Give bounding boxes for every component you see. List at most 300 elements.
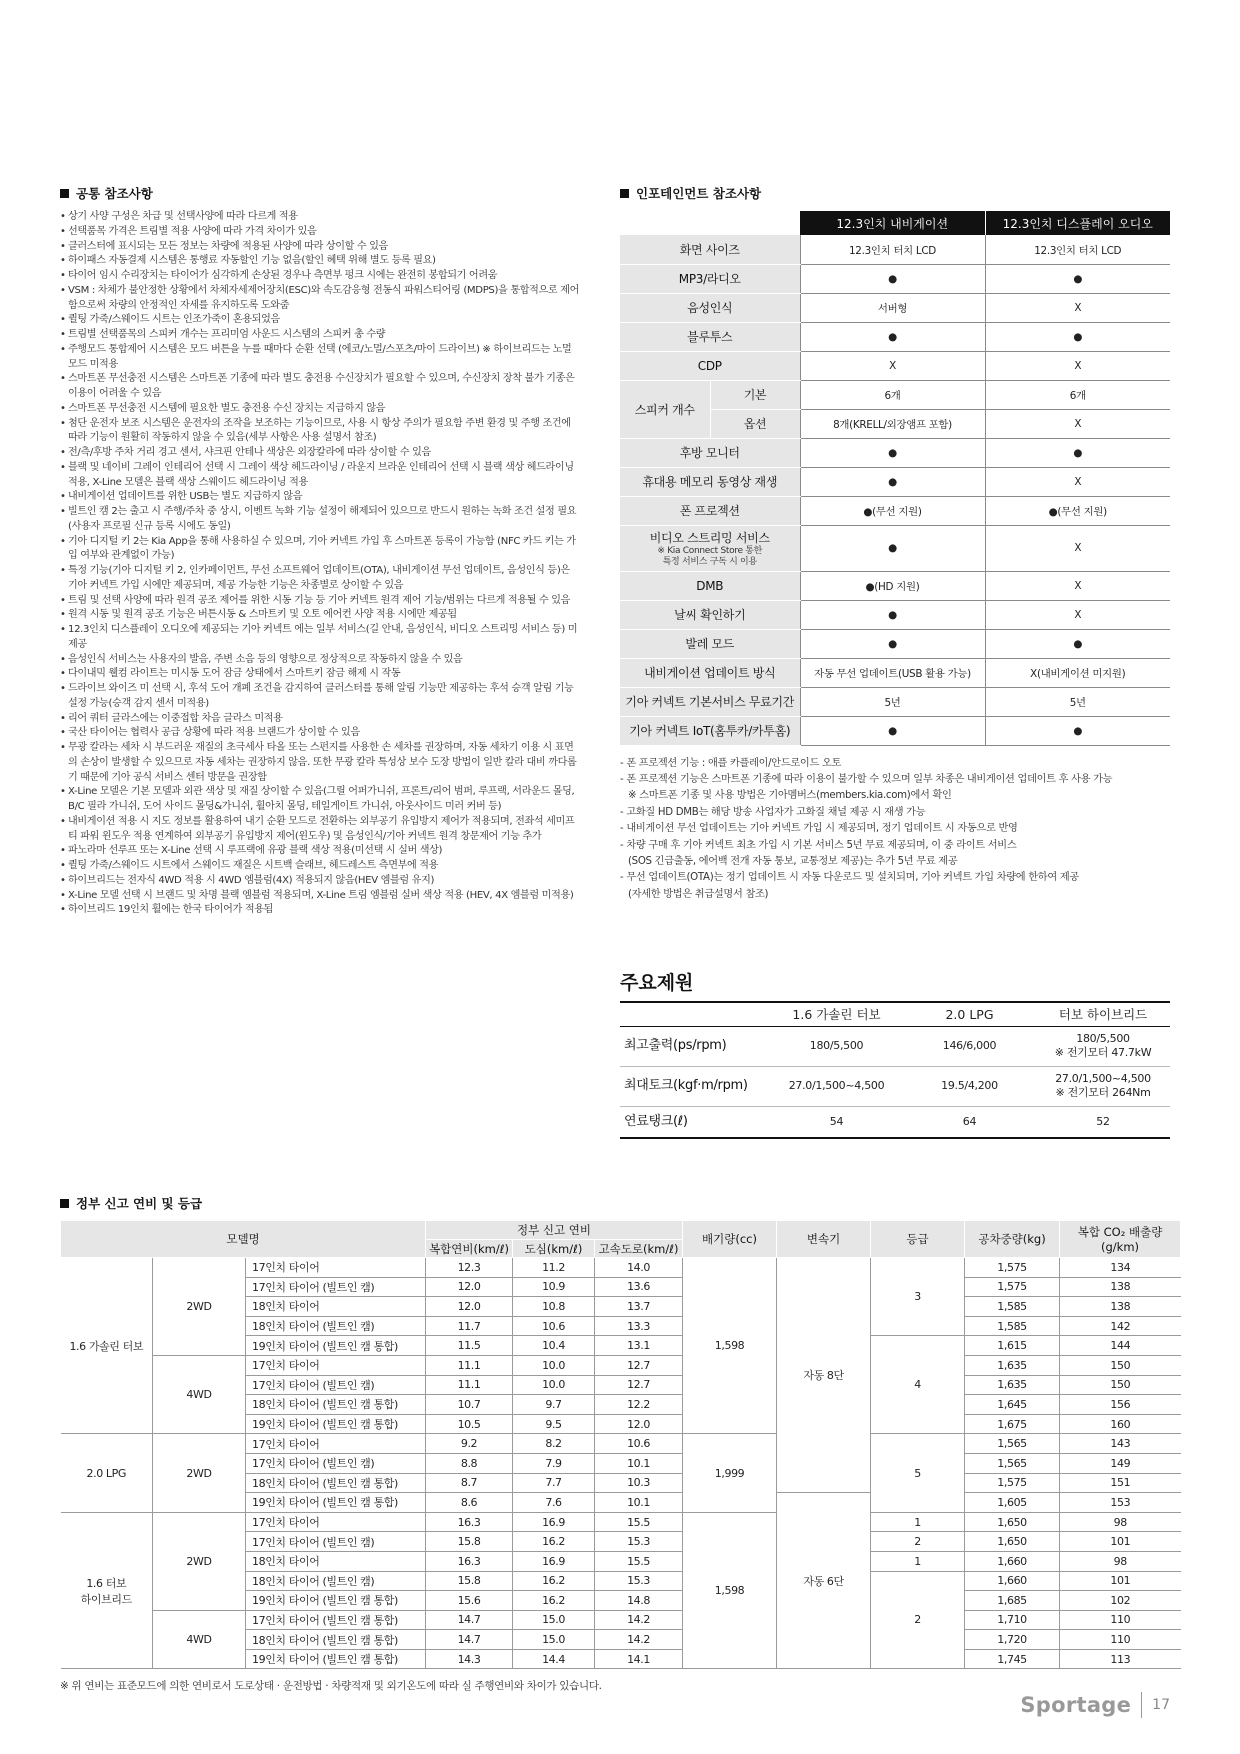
infotainment-row	[620, 716, 1170, 745]
city-cell: 16.2	[513, 1591, 595, 1611]
tire-cell: 17인치 타이어	[246, 1355, 426, 1375]
infotainment-table	[620, 211, 1170, 746]
city-cell: 7.7	[513, 1473, 595, 1493]
square-bullet-icon	[60, 189, 69, 198]
co2-cell: 113	[1060, 1649, 1181, 1669]
weight-cell: 1,685	[965, 1591, 1060, 1611]
weight-cell: 1,720	[965, 1630, 1060, 1650]
common-note-item: • X-Line 모델 선택 시 브랜드 및 차명 블랙 엠블럼 적용되며, X-Line 트림 엠블럼 실버 색상 적용 (HEV, 4X 엠블럼 미적용)	[60, 889, 580, 904]
highway-cell: 10.6	[595, 1434, 683, 1454]
common-note-item: • 특정 기능(기아 디지털 키 2, 인카페이먼트, 무선 소프트웨어 업데이트(OTA), 내비게이션 무선 업데이트, 음성인식 등)은 기아 커넥트 가입 시에만 제공되며, 제공 가능한 기능은 차종별로 상이할 수 있음	[60, 564, 580, 594]
col-grade: 등급	[871, 1221, 965, 1258]
infotainment-row	[620, 571, 1170, 600]
common-note-item: • 전/측/후방 주차 거리 경고 센서, 샤크핀 안테나 색상은 외장칼라에 따라 상이할 수 있음	[60, 446, 580, 461]
engine-cell: 1.6 터보 하이브리드	[61, 1512, 153, 1669]
navigation-value: 12.3인치 터치 LCD	[800, 235, 985, 264]
city-cell: 10.8	[513, 1297, 595, 1317]
city-cell: 16.2	[513, 1571, 595, 1591]
col-highway: 고속도로(km/ℓ)	[595, 1240, 683, 1258]
grade-cell: 3	[871, 1258, 965, 1336]
display-audio-value: ●	[985, 322, 1170, 351]
tire-cell: 18인치 타이어 (빌트인 캠)	[246, 1571, 426, 1591]
drive-cell: 2WD	[153, 1434, 246, 1512]
common-note-item: • 첨단 운전자 보조 시스템은 운전자의 조작을 보조하는 기능이므로, 사용 시 항상 주의가 필요함 주변 환경 및 주행 조건에 따라 기능이 원활히 작동하지 않을 수 있음(세부 사항은 사용 설명서 참조)	[60, 417, 580, 447]
col-model: 모델명	[61, 1221, 426, 1258]
col-combined: 복합연비(km/ℓ)	[426, 1240, 513, 1258]
co2-cell: 110	[1060, 1610, 1181, 1630]
common-note-item: • 타이어 임시 수리장치는 타이어가 심각하게 손상된 경우나 측면부 펑크 시에는 완전히 봉합되기 어려움	[60, 269, 580, 284]
weight-cell: 1,585	[965, 1316, 1060, 1336]
city-cell: 16.9	[513, 1512, 595, 1532]
spec-label: 연료탱크(ℓ)	[620, 1106, 770, 1138]
highway-cell: 10.3	[595, 1473, 683, 1493]
tire-cell: 17인치 타이어	[246, 1434, 426, 1454]
combined-cell: 11.1	[426, 1375, 513, 1395]
combined-cell: 8.8	[426, 1453, 513, 1473]
feature-label: 기아 커넥트 IoT(홈투카/카투홈)	[620, 716, 800, 745]
feature-sub-label: 기본	[710, 380, 800, 409]
fuel-economy-table	[60, 1220, 1181, 1669]
navigation-value: ●	[800, 716, 985, 745]
engine-cell: 1.6 가솔린 터보	[61, 1258, 153, 1434]
footer-divider	[1141, 1692, 1142, 1718]
infotainment-note: ※ 스마트폰 기종 및 사용 방법은 기아멤버스(members.kia.com)에서 확인	[628, 790, 952, 802]
navigation-value: ●	[800, 438, 985, 467]
drive-cell: 4WD	[153, 1610, 246, 1669]
feature-label: 날씨 확인하기	[620, 600, 800, 629]
weight-cell: 1,585	[965, 1297, 1060, 1317]
co2-cell: 142	[1060, 1316, 1181, 1336]
col-header-navigation: 12.3인치 내비게이션	[800, 211, 985, 235]
common-note-item: • 음성인식 서비스는 사용자의 발음, 주변 소음 등의 영향으로 정상적으로 작동하지 않을 수 있음	[60, 653, 580, 668]
infotainment-row	[620, 658, 1170, 687]
specs-title: 주요제원	[620, 972, 694, 994]
infotainment-notes	[620, 756, 1170, 904]
city-cell: 7.6	[513, 1493, 595, 1513]
infotainment-row	[620, 687, 1170, 716]
display-audio-value: ●	[985, 264, 1170, 293]
specs-section	[620, 968, 1170, 1139]
spec-col-header: 2.0 LPG	[903, 1002, 1036, 1026]
grade-cell: 1	[871, 1512, 965, 1532]
spec-value-lpg: 64	[903, 1106, 1036, 1138]
feature-label: 휴대용 메모리 동영상 재생	[620, 467, 800, 496]
spec-label: 최고출력(ps/rpm)	[620, 1026, 770, 1066]
display-audio-value: ●	[985, 438, 1170, 467]
spec-row	[620, 1066, 1170, 1106]
infotainment-row	[620, 293, 1170, 322]
display-audio-value: X	[985, 351, 1170, 380]
common-note-item: • 내비게이션 적용 시 지도 정보를 활용하여 내기 순환 모드로 전환하는 외부공기 유입방지 제어가 적용되며, 전좌석 세미프티 파워 윈도우 적용 연계하여 외부공기 유입방지 제어(윈도우) 및 음성인식/기아 커넥트 원격 창문제어 기능 추가	[60, 815, 580, 845]
fuel-row	[61, 1512, 1181, 1532]
co2-cell: 150	[1060, 1355, 1181, 1375]
fuel-row	[61, 1434, 1181, 1454]
feature-label: CDP	[620, 351, 800, 380]
co2-cell: 156	[1060, 1395, 1181, 1415]
co2-cell: 101	[1060, 1532, 1181, 1552]
combined-cell: 14.7	[426, 1630, 513, 1650]
tire-cell: 18인치 타이어	[246, 1551, 426, 1571]
highway-cell: 13.3	[595, 1316, 683, 1336]
spec-col-header: 터보 하이브리드	[1036, 1002, 1170, 1026]
page-footer	[1020, 1692, 1170, 1718]
display-audio-value: ●(무선 지원)	[985, 496, 1170, 525]
weight-cell: 1,615	[965, 1336, 1060, 1356]
common-notes-section	[60, 184, 580, 918]
weight-cell: 1,635	[965, 1375, 1060, 1395]
spec-value-hybrid: 52	[1036, 1106, 1170, 1138]
common-note-item: • 리어 쿼터 글라스에는 이중접합 차음 글라스 미적용	[60, 712, 580, 727]
weight-cell: 1,650	[965, 1512, 1060, 1532]
common-note-item: • 하이패스 자동결제 시스템은 통행료 자동할인 기능 없음(할인 혜택 위해 별도 등록 필요)	[60, 254, 580, 269]
col-header-display-audio: 12.3인치 디스플레이 오디오	[985, 211, 1170, 235]
common-note-item: • 원격 시동 및 원격 공조 기능은 버튼시동 & 스마트키 및 오토 에어컨 사양 적용 시에만 제공됨	[60, 608, 580, 623]
combined-cell: 15.8	[426, 1532, 513, 1552]
spec-value-lpg: 146/6,000	[903, 1026, 1036, 1066]
spec-value-lpg: 19.5/4,200	[903, 1066, 1036, 1106]
weight-cell: 1,635	[965, 1355, 1060, 1375]
weight-cell: 1,575	[965, 1258, 1060, 1278]
city-cell: 9.7	[513, 1395, 595, 1415]
navigation-value: X	[800, 351, 985, 380]
tire-cell: 17인치 타이어	[246, 1258, 426, 1278]
feature-label: 음성인식	[620, 293, 800, 322]
spec-value-gasoline: 27.0/1,500~4,500	[770, 1066, 903, 1106]
feature-label: 스피커 개수	[620, 380, 710, 438]
combined-cell: 15.6	[426, 1591, 513, 1611]
combined-cell: 14.7	[426, 1610, 513, 1630]
highway-cell: 14.2	[595, 1610, 683, 1630]
brand-name: Sportage	[1020, 1693, 1132, 1717]
fuel-economy-section	[60, 1194, 1180, 1693]
common-note-item: • 트림 및 선택 사양에 따라 원격 공조 제어를 위한 시동 기능 등 기아 커넥트 원격 제어 기능/범위는 다르게 적용될 수 있음	[60, 594, 580, 609]
tire-cell: 17인치 타이어 (빌트인 캠)	[246, 1277, 426, 1297]
infotainment-row	[620, 322, 1170, 351]
infotainment-row	[620, 467, 1170, 496]
combined-cell: 12.0	[426, 1297, 513, 1317]
combined-cell: 14.3	[426, 1649, 513, 1669]
infotainment-row	[620, 380, 1170, 409]
infotainment-row	[620, 351, 1170, 380]
city-cell: 11.2	[513, 1258, 595, 1278]
page-number: 17	[1152, 1697, 1170, 1713]
common-note-item: • 기아 디지털 키 2는 Kia App을 통해 사용하실 수 있으며, 기아 커넥트 가입 후 스마트폰 등록이 가능함 (NFC 카드 키는 가입 여부와 관계없이 가능)	[60, 535, 580, 565]
combined-cell: 10.5	[426, 1414, 513, 1434]
city-cell: 7.9	[513, 1453, 595, 1473]
city-cell: 10.0	[513, 1355, 595, 1375]
tire-cell: 18인치 타이어 (빌트인 캠)	[246, 1316, 426, 1336]
infotainment-note: - 폰 프로젝션 기능 : 애플 카플레이/안드로이드 오토	[620, 757, 842, 769]
tire-cell: 18인치 타이어	[246, 1297, 426, 1317]
spec-col-header: 1.6 가솔린 터보	[770, 1002, 903, 1026]
feature-label: 비디오 스트리밍 서비스 ※ Kia Connect Store 통한 특정 서비스 구독 시 이용	[620, 525, 800, 571]
infotainment-note: (SOS 긴급출동, 에어백 전개 자동 통보, 교통정보 제공)는 추가 5년 무료 제공	[628, 855, 958, 867]
navigation-value: 자동 무선 업데이트(USB 활용 가능)	[800, 658, 985, 687]
tire-cell: 19인치 타이어 (빌트인 캠 통합)	[246, 1649, 426, 1669]
common-note-item: • 다이내믹 웰컴 라이트는 미시동 도어 잠금 상태에서 스마트키 잠금 해제 시 작동	[60, 667, 580, 682]
tire-cell: 17인치 타이어	[246, 1512, 426, 1532]
co2-cell: 98	[1060, 1551, 1181, 1571]
square-bullet-icon	[620, 189, 629, 198]
common-note-item: • 무광 칼라는 세차 시 부드러운 재질의 초극세사 타올 또는 스펀지를 사용한 손 세차를 권장하며, 자동 세차기 이용 시 표면의 손상이 발생할 수 있으므로 자동 세차는 권장하지 않음. 또한 무광 칼라 특성상 보수 도장 방법이 일반 칼라 대비 까다롭기 때문에 기아 공식 서비스 센터 방문을 권장함	[60, 741, 580, 785]
feature-label: 폰 프로젝션	[620, 496, 800, 525]
weight-cell: 1,575	[965, 1473, 1060, 1493]
infotainment-row	[620, 629, 1170, 658]
common-notes-title: 공통 참조사항	[60, 184, 580, 202]
weight-cell: 1,565	[965, 1453, 1060, 1473]
combined-cell: 12.3	[426, 1258, 513, 1278]
common-note-item: • 스마트폰 무선충전 시스템에 필요한 별도 충전용 수신 장치는 지급하지 않음	[60, 402, 580, 417]
city-cell: 8.2	[513, 1434, 595, 1454]
infotainment-row	[620, 264, 1170, 293]
highway-cell: 13.6	[595, 1277, 683, 1297]
infotainment-row	[620, 600, 1170, 629]
col-city: 도심(km/ℓ)	[513, 1240, 595, 1258]
common-note-item: • VSM : 차체가 불안정한 상황에서 차체자세제어장치(ESC)와 속도감응형 전동식 파워스티어링 (MDPS)을 통합적으로 제어함으로써 차량의 안정적인 자세를 유지하도록 도와줌	[60, 284, 580, 314]
highway-cell: 12.2	[595, 1395, 683, 1415]
square-bullet-icon	[60, 1199, 69, 1208]
common-note-item: • 상기 사양 구성은 차급 및 선택사양에 따라 다르게 적용	[60, 210, 580, 225]
highway-cell: 10.1	[595, 1493, 683, 1513]
navigation-value: ●(무선 지원)	[800, 496, 985, 525]
highway-cell: 14.1	[595, 1649, 683, 1669]
city-cell: 15.0	[513, 1610, 595, 1630]
city-cell: 10.4	[513, 1336, 595, 1356]
co2-cell: 160	[1060, 1414, 1181, 1434]
co2-cell: 98	[1060, 1512, 1181, 1532]
infotainment-note: - 차량 구매 후 기아 커넥트 최초 가입 시 기본 서비스 5년 무료 제공되며, 이 중 라이트 서비스	[620, 839, 1017, 851]
tire-cell: 19인치 타이어 (빌트인 캠 통합)	[246, 1493, 426, 1513]
col-co2: 복합 CO₂ 배출량 (g/km)	[1060, 1221, 1181, 1258]
feature-label: 화면 사이즈	[620, 235, 800, 264]
weight-cell: 1,650	[965, 1532, 1060, 1552]
spec-value-gasoline: 54	[770, 1106, 903, 1138]
common-note-item: • 빌트인 캠 2는 출고 시 주행/주차 중 상시, 이벤트 녹화 기능 설정이 해제되어 있으므로 반드시 원하는 녹화 조건 설정 필요(사용자 프로필 신규 등록 시에도 동일)	[60, 505, 580, 535]
feature-label: MP3/라디오	[620, 264, 800, 293]
combined-cell: 16.3	[426, 1512, 513, 1532]
common-notes-list	[60, 210, 580, 918]
display-audio-value: ●	[985, 716, 1170, 745]
common-note-item: • 국산 타이어는 협력사 공급 상황에 따라 적용 브랜드가 상이할 수 있음	[60, 726, 580, 741]
display-audio-value: X(내비게이션 미지원)	[985, 658, 1170, 687]
display-audio-value: 12.3인치 터치 LCD	[985, 235, 1170, 264]
city-cell: 9.5	[513, 1414, 595, 1434]
combined-cell: 15.8	[426, 1571, 513, 1591]
tire-cell: 17인치 타이어 (빌트인 캠)	[246, 1532, 426, 1552]
weight-cell: 1,660	[965, 1551, 1060, 1571]
grade-cell: 2	[871, 1571, 965, 1669]
infotainment-note: - 무선 업데이트(OTA)는 정기 업데이트 시 자동 다운로드 및 설치되며, 기아 커넥트 가입 차량에 한하여 제공	[620, 872, 1079, 884]
infotainment-row	[620, 496, 1170, 525]
common-note-item: • 12.3인치 디스플레이 오디오에 제공되는 기아 커넥트 에는 일부 서비스(길 안내, 음성인식, 비디오 스트리밍 서비스 등) 미제공	[60, 623, 580, 653]
combined-cell: 8.7	[426, 1473, 513, 1493]
combined-cell: 11.1	[426, 1355, 513, 1375]
co2-cell: 143	[1060, 1434, 1181, 1454]
tire-cell: 18인치 타이어 (빌트인 캠 통합)	[246, 1630, 426, 1650]
infotainment-note: - 폰 프로젝션 기능은 스마트폰 기종에 따라 이용이 불가할 수 있으며 일부 차종은 내비게이션 업데이트 후 사용 가능	[620, 773, 1113, 785]
fuel-row	[61, 1355, 1181, 1375]
tire-cell: 18인치 타이어 (빌트인 캠 통합)	[246, 1395, 426, 1415]
transmission-cell: 자동 6단	[777, 1493, 871, 1669]
co2-cell: 150	[1060, 1375, 1181, 1395]
co2-cell: 110	[1060, 1630, 1181, 1650]
drive-cell: 2WD	[153, 1512, 246, 1610]
common-note-item: • 드라이브 와이즈 미 선택 시, 후석 도어 개폐 조건을 감지하여 클러스터를 통해 알림 기능만 제공하는 후석 승객 알림 기능 설정 가능(승객 감지 센서 미적용)	[60, 682, 580, 712]
weight-cell: 1,645	[965, 1395, 1060, 1415]
spec-row	[620, 1026, 1170, 1066]
common-note-item: • 퀼팅 가죽/스웨이드 시트는 인조가죽이 혼용되었음	[60, 313, 580, 328]
weight-cell: 1,575	[965, 1277, 1060, 1297]
infotainment-row	[620, 525, 1170, 571]
grade-cell: 4	[871, 1336, 965, 1434]
feature-label: 후방 모니터	[620, 438, 800, 467]
highway-cell: 10.1	[595, 1453, 683, 1473]
co2-cell: 153	[1060, 1493, 1181, 1513]
common-note-item: • 클러스터에 표시되는 모든 정보는 차량에 적용된 사양에 따라 상이할 수 있음	[60, 240, 580, 255]
common-note-item: • X-Line 모델은 기본 모델과 외관 색상 및 재질 상이할 수 있음(그릴 어퍼가니쉬, 프론트/리어 범퍼, 루프랙, 서라운드 몰딩, B/C 필라 가니쉬, 도어 사이드 몰딩&가니쉬, 휠아치 몰딩, 테일게이트 가니쉬, 아웃사이드 미러 커버 등)	[60, 785, 580, 815]
fuel-row	[61, 1258, 1181, 1278]
navigation-value: ●(HD 지원)	[800, 571, 985, 600]
displacement-cell: 1,598	[683, 1258, 777, 1434]
feature-label: 기아 커넥트 기본서비스 무료기간	[620, 687, 800, 716]
feature-label: 발레 모드	[620, 629, 800, 658]
grade-cell: 2	[871, 1532, 965, 1552]
display-audio-value: ●	[985, 629, 1170, 658]
displacement-cell: 1,598	[683, 1512, 777, 1669]
common-note-item: • 블랙 및 네이비 그레이 인테리어 선택 시 그레이 색상 헤드라이닝 / 라운지 브라운 인테리어 선택 시 블랙 색상 헤드라이닝 적용, X-Line 모델은 블랙 색상 스웨이드 헤드라이닝 적용	[60, 461, 580, 491]
co2-cell: 138	[1060, 1277, 1181, 1297]
combined-cell: 9.2	[426, 1434, 513, 1454]
co2-cell: 151	[1060, 1473, 1181, 1493]
city-cell: 10.6	[513, 1316, 595, 1336]
city-cell: 16.2	[513, 1532, 595, 1552]
display-audio-value: X	[985, 293, 1170, 322]
weight-cell: 1,605	[965, 1493, 1060, 1513]
highway-cell: 12.0	[595, 1414, 683, 1434]
spec-value-hybrid: 180/5,500 ※ 전기모터 47.7kW	[1036, 1026, 1170, 1066]
common-note-item: • 선택품목 가격은 트림별 적용 사양에 따라 가격 차이가 있음	[60, 225, 580, 240]
fuel-row	[61, 1610, 1181, 1630]
navigation-value: 8개(KRELL/외장앰프 포함)	[800, 409, 985, 438]
common-note-item: • 트림별 선택품목의 스피커 개수는 프리미엄 사운드 시스템의 스피커 총 수량	[60, 328, 580, 343]
city-cell: 16.9	[513, 1551, 595, 1571]
drive-cell: 2WD	[153, 1258, 246, 1356]
weight-cell: 1,710	[965, 1610, 1060, 1630]
highway-cell: 12.7	[595, 1375, 683, 1395]
navigation-value: ●	[800, 525, 985, 571]
co2-cell: 101	[1060, 1571, 1181, 1591]
co2-cell: 102	[1060, 1591, 1181, 1611]
display-audio-value: 6개	[985, 380, 1170, 409]
spec-value-hybrid: 27.0/1,500~4,500 ※ 전기모터 264Nm	[1036, 1066, 1170, 1106]
common-note-item: • 스마트폰 무선충전 시스템은 스마트폰 기종에 따라 별도 충전용 수신장치가 필요할 수 있으며, 수신장치 장착 불가 기종은 이용이 어려울 수 있음	[60, 372, 580, 402]
weight-cell: 1,675	[965, 1414, 1060, 1434]
highway-cell: 13.7	[595, 1297, 683, 1317]
col-transmission: 변속기	[777, 1221, 871, 1258]
spec-row	[620, 1106, 1170, 1138]
city-cell: 10.9	[513, 1277, 595, 1297]
grade-cell: 5	[871, 1434, 965, 1512]
combined-cell: 10.7	[426, 1395, 513, 1415]
co2-cell: 144	[1060, 1336, 1181, 1356]
common-note-item: • 주행모드 통합제어 시스템은 모드 버튼을 누를 때마다 순환 선택 (에코/노멀/스포츠/마이 드라이브) ※ 하이브리드는 노멀 모드 미적용	[60, 343, 580, 373]
highway-cell: 14.2	[595, 1630, 683, 1650]
navigation-value: ●	[800, 629, 985, 658]
combined-cell: 12.0	[426, 1277, 513, 1297]
navigation-value: 5년	[800, 687, 985, 716]
infotainment-note: (자세한 방법은 취급설명서 참조)	[628, 888, 769, 900]
feature-label: 내비게이션 업데이트 방식	[620, 658, 800, 687]
highway-cell: 12.7	[595, 1355, 683, 1375]
infotainment-row	[620, 438, 1170, 467]
tire-cell: 19인치 타이어 (빌트인 캠 통합)	[246, 1414, 426, 1434]
tire-cell: 18인치 타이어 (빌트인 캠 통합)	[246, 1473, 426, 1493]
infotainment-note: - 고화질 HD DMB는 해당 방송 사업자가 고화질 채널 제공 시 재생 가능	[620, 806, 926, 818]
co2-cell: 138	[1060, 1297, 1181, 1317]
infotainment-title: 인포테인먼트 참조사항	[620, 184, 1170, 202]
weight-cell: 1,745	[965, 1649, 1060, 1669]
tire-cell: 17인치 타이어 (빌트인 캠 통합)	[246, 1610, 426, 1630]
navigation-value: 6개	[800, 380, 985, 409]
highway-cell: 15.5	[595, 1512, 683, 1532]
display-audio-value: X	[985, 525, 1170, 571]
feature-label: 블루투스	[620, 322, 800, 351]
specs-table	[620, 1001, 1170, 1139]
tire-cell: 19인치 타이어 (빌트인 캠 통합)	[246, 1336, 426, 1356]
navigation-value: 서버형	[800, 293, 985, 322]
tire-cell: 17인치 타이어 (빌트인 캠)	[246, 1453, 426, 1473]
common-note-item: • 하이브리드는 전자식 4WD 적용 시 4WD 엠블럼(4X) 적용되지 않음(HEV 엠블럼 유지)	[60, 874, 580, 889]
infotainment-section	[620, 184, 1170, 903]
feature-label: DMB	[620, 571, 800, 600]
spec-value-gasoline: 180/5,500	[770, 1026, 903, 1066]
common-note-item: • 하이브리드 19인치 휠에는 한국 타이어가 적용됨	[60, 903, 580, 918]
common-note-item: • 퀼팅 가죽/스웨이드 시트에서 스웨이드 재질은 시트백 슬래브, 헤드레스트 측면부에 적용	[60, 859, 580, 874]
infotainment-row	[620, 235, 1170, 264]
common-note-item: • 파노라마 선루프 또는 X-Line 선택 시 루프랙에 유광 블랙 색상 적용(미선택 시 실버 색상)	[60, 844, 580, 859]
highway-cell: 15.3	[595, 1532, 683, 1552]
display-audio-value: X	[985, 467, 1170, 496]
common-note-item: • 내비게이션 업데이트를 위한 USB는 별도 지급하지 않음	[60, 490, 580, 505]
co2-cell: 149	[1060, 1453, 1181, 1473]
highway-cell: 15.3	[595, 1571, 683, 1591]
transmission-cell: 자동 8단	[777, 1258, 871, 1493]
drive-cell: 4WD	[153, 1355, 246, 1433]
weight-cell: 1,660	[965, 1571, 1060, 1591]
weight-cell: 1,565	[965, 1434, 1060, 1454]
tire-cell: 17인치 타이어 (빌트인 캠)	[246, 1375, 426, 1395]
navigation-value: ●	[800, 322, 985, 351]
combined-cell: 16.3	[426, 1551, 513, 1571]
col-gov-fuel: 정부 신고 연비	[426, 1221, 683, 1240]
co2-cell: 134	[1060, 1258, 1181, 1278]
infotainment-note: - 내비게이션 무선 업데이트는 기아 커넥트 가입 시 제공되며, 정기 업데이트 시 자동으로 반영	[620, 823, 1018, 835]
fuel-economy-note: ※ 위 연비는 표준모드에 의한 연비로서 도로상태 · 운전방법 · 차량적재 및 외기온도에 따라 실 주행연비와 차이가 있습니다.	[60, 1680, 602, 1693]
city-cell: 15.0	[513, 1630, 595, 1650]
display-audio-value: X	[985, 409, 1170, 438]
display-audio-value: X	[985, 571, 1170, 600]
city-cell: 10.0	[513, 1375, 595, 1395]
navigation-value: ●	[800, 264, 985, 293]
highway-cell: 13.1	[595, 1336, 683, 1356]
combined-cell: 11.7	[426, 1316, 513, 1336]
engine-cell: 2.0 LPG	[61, 1434, 153, 1512]
grade-cell: 1	[871, 1551, 965, 1571]
highway-cell: 15.5	[595, 1551, 683, 1571]
displacement-cell: 1,999	[683, 1434, 777, 1512]
fuel-economy-title: 정부 신고 연비 및 등급	[60, 1194, 1180, 1212]
highway-cell: 14.8	[595, 1591, 683, 1611]
